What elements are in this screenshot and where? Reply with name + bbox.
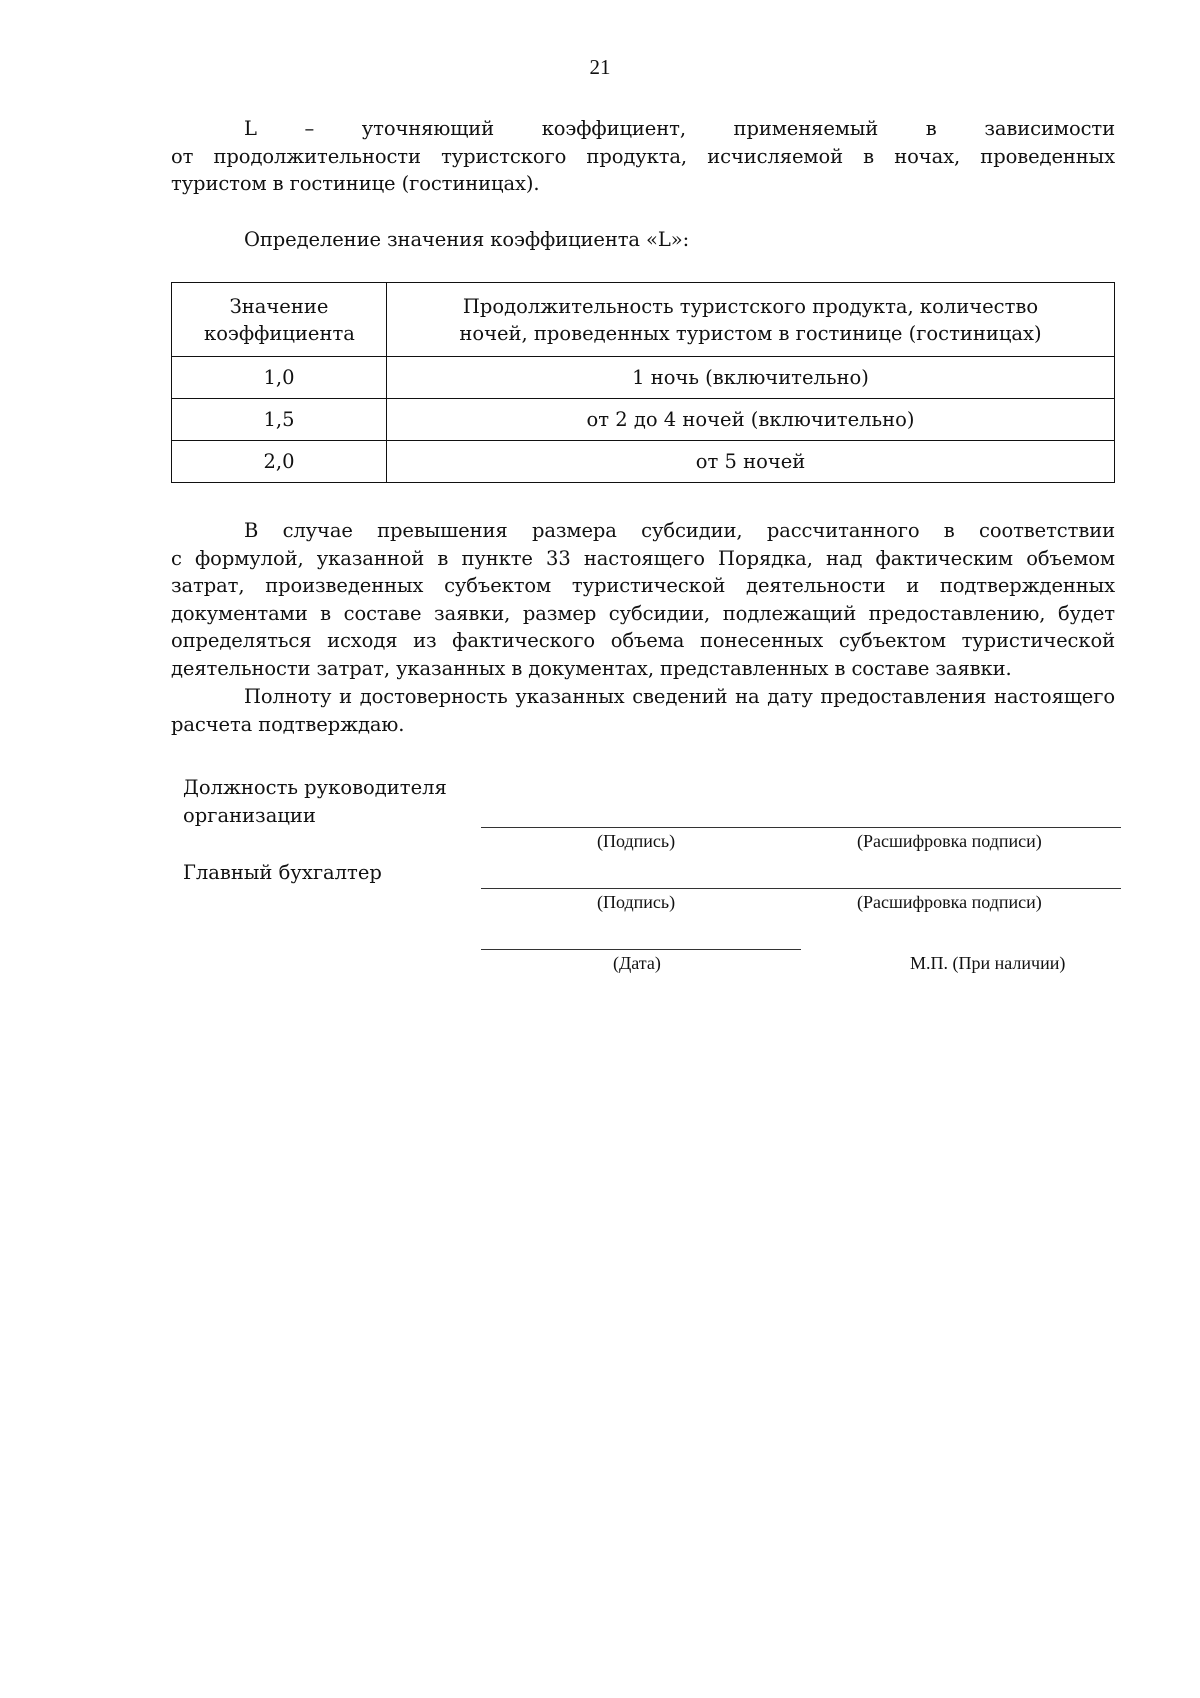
- director-signature-caption: (Подпись): [597, 831, 676, 851]
- paragraph-confirmation: [171, 683, 1115, 738]
- chief-accountant-label: Главный бухгалтер: [183, 861, 382, 884]
- director-decoding-caption: (Расшифровка подписи): [857, 831, 1042, 851]
- table-row: [172, 399, 1115, 441]
- text-line: документами в составе заявки, размер субсидии, подлежащий предоставлению, будет: [171, 601, 1115, 625]
- coefficient-table: [171, 282, 1115, 483]
- cell-coefficient: 1,0: [172, 357, 387, 399]
- header-coefficient: Значение коэффициента: [172, 283, 387, 357]
- text-line: затрат, произведенных субъектом туристической деятельности и подтвержденных: [171, 574, 1115, 598]
- director-signature-line: [481, 827, 1121, 828]
- paragraph-excess: [171, 517, 1115, 683]
- table-row: [172, 357, 1115, 399]
- text-line: Полноту и достоверность указанных сведений на дату предоставления настоящего: [244, 685, 1115, 708]
- table-header-row: [172, 283, 1115, 357]
- date-line: [481, 949, 801, 950]
- director-title-label: Должность руководителя организации: [183, 776, 447, 827]
- page-number: 21: [589, 55, 611, 79]
- date-caption: (Дата): [613, 953, 661, 973]
- text-line: деятельности затрат, указанных в документах, представленных в составе заявки.: [171, 656, 1012, 680]
- text-line: с формулой, указанной в пункте 33 настоящего Порядка, над фактическим объемом: [171, 546, 1115, 570]
- table-row: [172, 441, 1115, 483]
- text-line: определяться исходя из фактического объема понесенных субъектом туристической: [171, 629, 1115, 653]
- text-line: В случае превышения размера субсидии, рассчитанного в соответствии: [244, 519, 1115, 542]
- text-line: Определение значения коэффициента «L»:: [244, 228, 690, 251]
- cell-duration: от 5 ночей: [387, 441, 1115, 483]
- accountant-decoding-caption: (Расшифровка подписи): [857, 892, 1042, 912]
- cell-duration: 1 ночь (включительно): [387, 357, 1115, 399]
- text-line: расчета подтверждаю.: [171, 712, 405, 736]
- accountant-signature-caption: (Подпись): [597, 892, 676, 912]
- accountant-signature-line: [481, 888, 1121, 889]
- cell-coefficient: 2,0: [172, 441, 387, 483]
- cell-coefficient: 1,5: [172, 399, 387, 441]
- paragraph-l-coefficient: [171, 115, 1115, 198]
- text-line: L – уточняющий коэффициент, применяемый в зависимости: [244, 117, 1115, 140]
- text-line: туристом в гостинице (гостиницах).: [171, 172, 540, 196]
- seal-caption: М.П. (При наличии): [910, 953, 1066, 973]
- header-duration: Продолжительность туристского продукта, количество ночей, проведенных туристом в гостинице (гостиницах): [387, 283, 1115, 357]
- definition-heading: [171, 226, 1115, 254]
- cell-duration: от 2 до 4 ночей (включительно): [387, 399, 1115, 441]
- text-line: от продолжительности туристского продукта, исчисляемой в ночах, проведенных: [171, 144, 1115, 168]
